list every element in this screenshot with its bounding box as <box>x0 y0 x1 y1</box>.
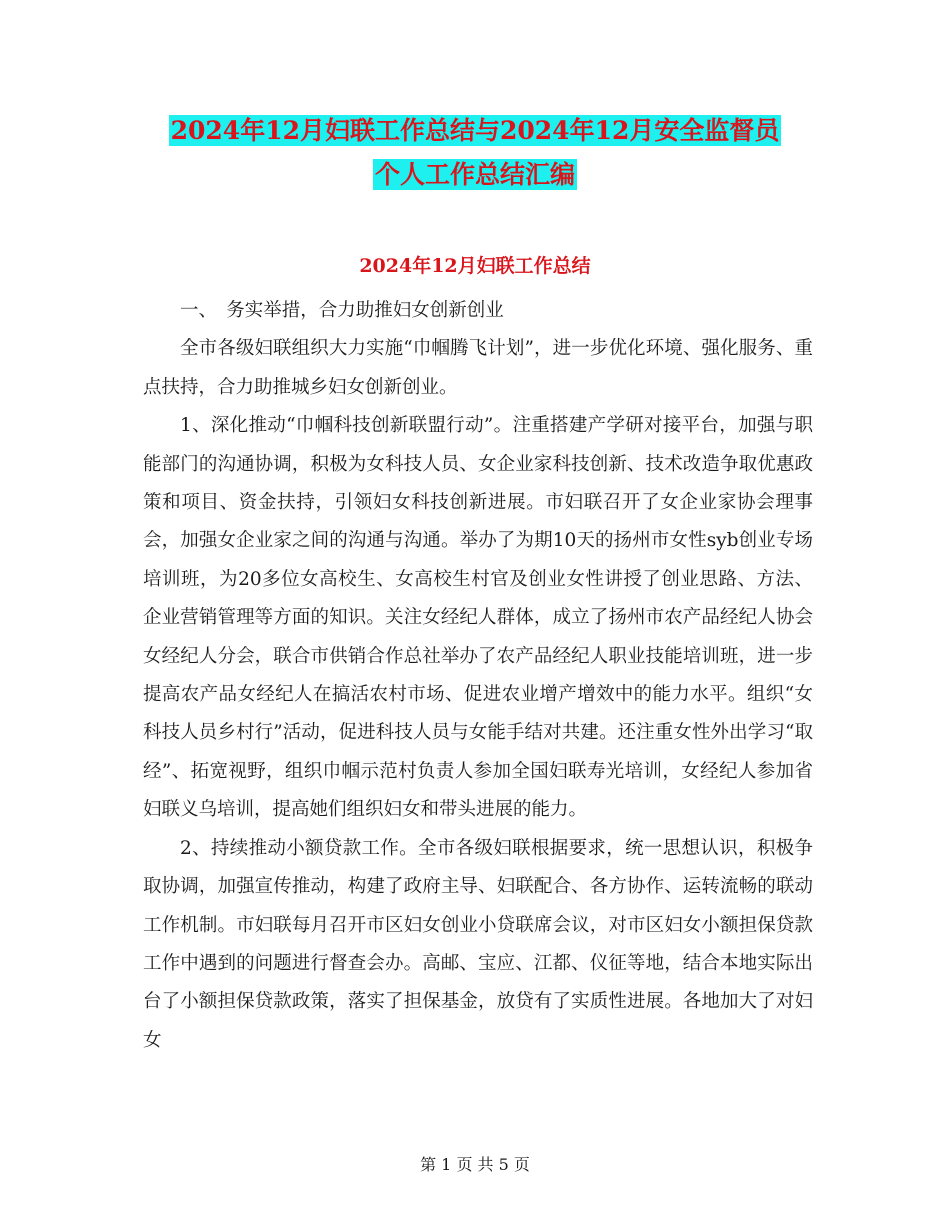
paragraph-heading-1: 一、 务实举措，合力助推妇女创新创业 <box>180 300 504 321</box>
document-title-line-2 <box>0 158 950 191</box>
paragraph: 1、深化推动“巾帼科技创新联盟行动”。注重搭建产学研对接平台，加强与职能部门的沟通协调，积极为女科技人员、女企业家科技创新、技术改造争取优惠政策和项目、资金扶持，引领妇女科技创新进展。市妇联召开了女企业家协会理事会，加强女企业家之间的沟通与沟通。举办了为期10天的扬州市女性syb创业专场培训班，为20多位女高校生、女高校生村官及创业女性讲授了创业思路、方法、企业营销管理等方面的知识。关注女经纪人群体，成立了扬州市农产品经纪人协会女经纪人分会，联合市供销合作总社举办了农产品经纪人职业技能培训班，进一步提高农产品女经纪人在搞活农村市场、促进农业增产增效中的能力水平。组织“女科技人员乡村行”活动，促进科技人员与女能手结对共建。还注重女性外出学习“取经”、拓宽视野，组织巾帼示范村负责人参加全国妇联寿光培训，女经纪人参加省妇联义乌培训，提高她们组织妇女和带头进展的能力。 <box>143 415 813 821</box>
document-body <box>143 292 813 1060</box>
paragraph: 2、持续推动小额贷款工作。全市各级妇联根据要求，统一思想认识，积极争取协调，加强宣传推动，构建了政府主导、妇联配合、各方协作、运转流畅的联动工作机制。市妇联每月召开市区妇女创业小贷联席会议，对市区妇女小额担保贷款工作中遇到的问题进行督查会办。高邮、宝应、江都、仪征等地，结合本地实际出台了小额担保贷款政策，落实了担保基金，放贷有了实质性进展。各地加大了对妇女 <box>143 837 813 1051</box>
title-highlight-2: 个人工作总结汇编 <box>374 160 575 189</box>
paragraph: 全市各级妇联组织大力实施“巾帼腾飞计划”，进一步优化环境、强化服务、重点扶持，合力助推城乡妇女创新创业。 <box>143 338 813 398</box>
page-footer: 第 1 页 共 5 页 <box>420 1155 530 1174</box>
section-heading: 2024年12月妇联工作总结 <box>359 255 591 277</box>
title-highlight-1: 2024年12月妇联工作总结与2024年12月安全监督员 <box>170 116 780 145</box>
document-title-line-1 <box>0 114 950 147</box>
